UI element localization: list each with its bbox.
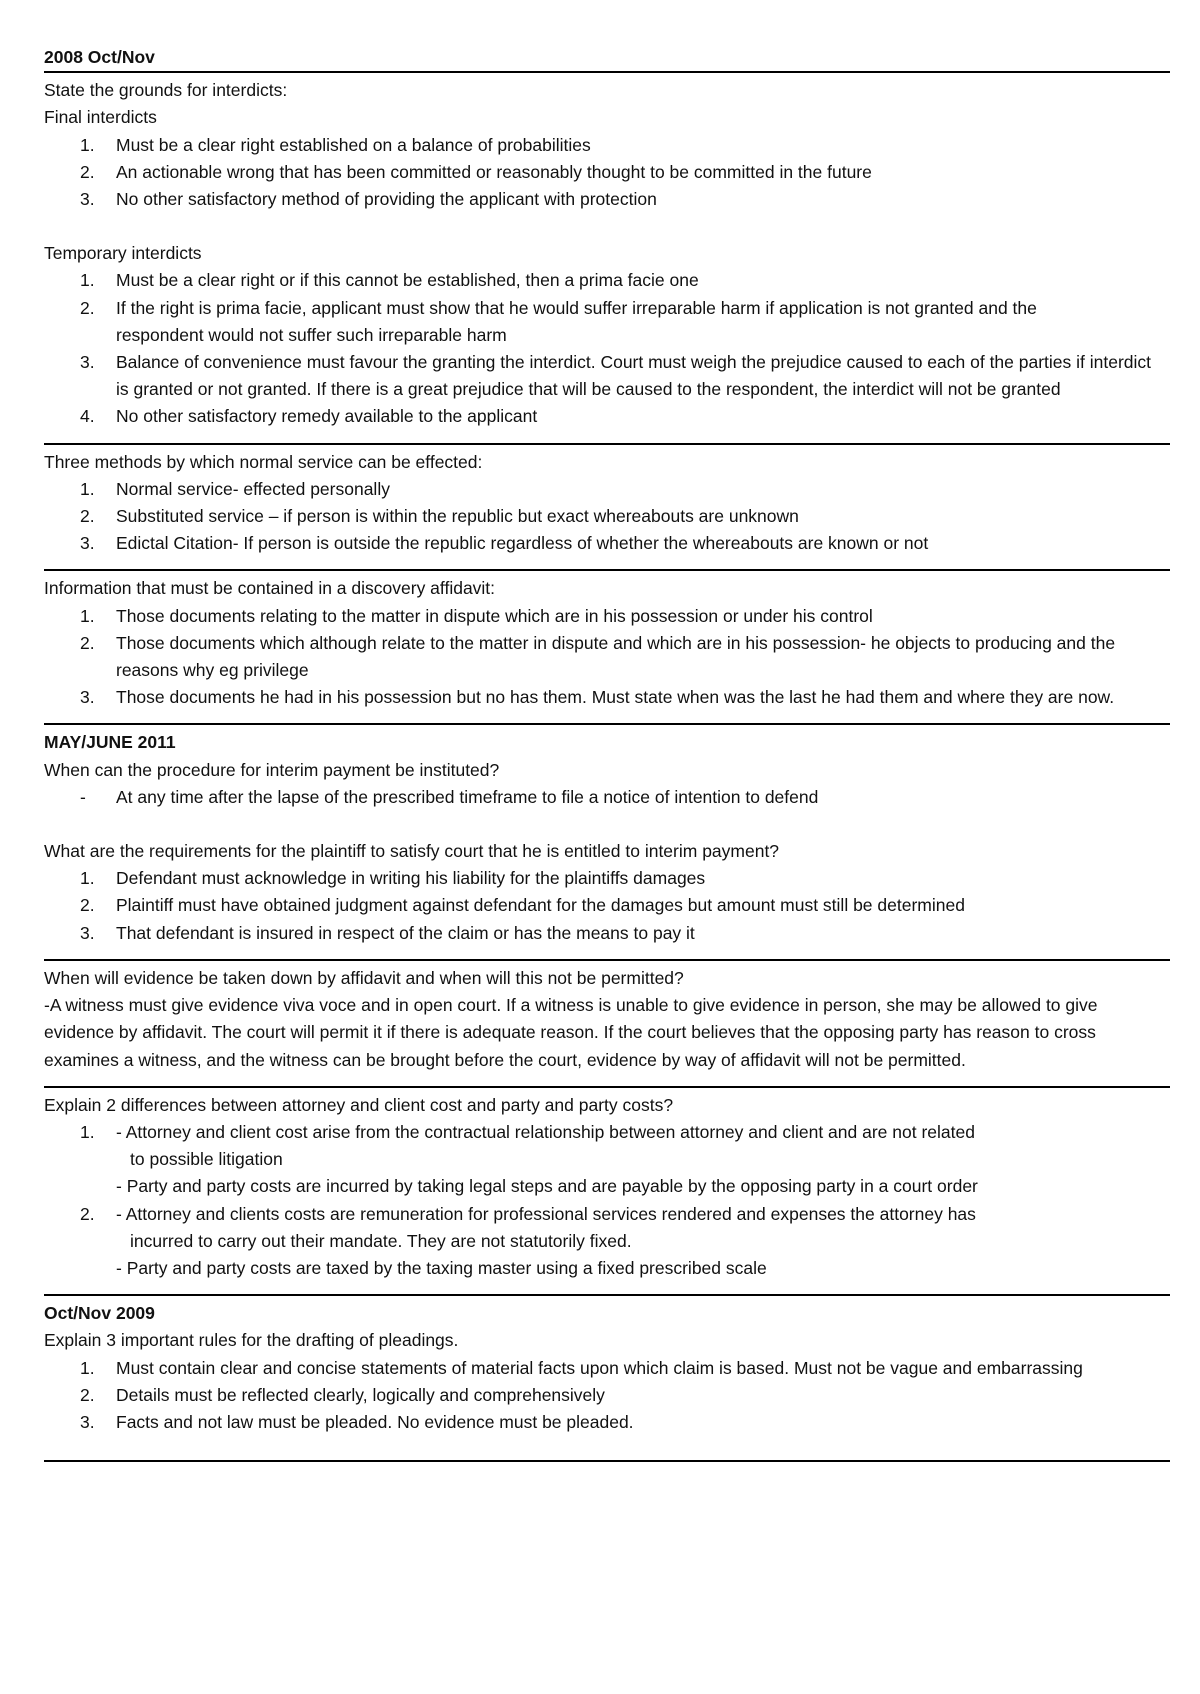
service-methods-list	[44, 476, 1170, 558]
discovery-affidavit-list	[44, 603, 1170, 712]
list-item: 3. No other satisfactory method of providing the applicant with protection	[80, 189, 657, 210]
question-interim-requirements: What are the requirements for the plaintiff to satisfy court that he is entitled to interim payment?	[44, 841, 780, 862]
divider	[44, 443, 1170, 445]
divider	[44, 1460, 1170, 1462]
temporary-interdicts-label: Temporary interdicts	[44, 243, 202, 264]
list-item: 2. Plaintiff must have obtained judgment against defendant for the damages but amount must still be determined	[80, 895, 965, 916]
question-service-methods: Three methods by which normal service can be effected:	[44, 451, 483, 472]
list-item: 2. If the right is prima facie, applicant must show that he would suffer irreparable harm if application is not granted and the respondent would not suffer such irreparable harm	[80, 297, 1037, 345]
list-item: 4. No other satisfactory remedy available to the applicant	[80, 406, 538, 427]
list-item: 2. An actionable wrong that has been committed or reasonably thought to be committed in the future	[80, 161, 872, 182]
list-item: 2. Those documents which although relate to the matter in dispute and which are in his possession- he objects to producing and the reasons why eg privilege	[80, 632, 1116, 681]
divider	[44, 959, 1170, 961]
list-item: 1. Must contain clear and concise statements of material facts upon which claim is based. Must not be vague and embarrassing	[80, 1357, 1083, 1378]
list-item: 3. Edictal Citation- If person is outside the republic regardless of whether the whereabouts are known or not	[80, 533, 929, 554]
final-interdicts-label: Final interdicts	[44, 107, 157, 128]
document-page	[44, 44, 1170, 1466]
list-item: 1. Must be a clear right established on a balance of probabilities	[80, 134, 591, 155]
divider	[44, 1294, 1170, 1296]
final-interdicts-list	[44, 132, 1170, 214]
divider	[44, 71, 1170, 73]
question-discovery-affidavit: Information that must be contained in a discovery affidavit:	[44, 578, 496, 599]
pleading-rules-list	[44, 1355, 1170, 1437]
list-item: 2. Substituted service – if person is within the republic but exact whereabouts are unknown	[80, 506, 799, 527]
list-item: 3. Facts and not law must be pleaded. No evidence must be pleaded.	[80, 1411, 634, 1432]
cost-differences-list	[44, 1119, 1170, 1282]
list-item: 3. Balance of convenience must favour the granting the interdict. Court must weigh the prejudice caused to each of the parties if interdict is granted or not granted. If there is a great prejudice that will be caused to the respondent, the interdict will not be granted	[80, 352, 1152, 400]
section-heading-2008: 2008 Oct/Nov	[44, 47, 155, 67]
question-interdict-grounds: State the grounds for interdicts:	[44, 80, 288, 101]
answer-evidence-affidavit: -A witness must give evidence viva voce and in open court. If a witness is unable to give evidence in person, she may be allowed to give evidence by affidavit. The court will permit it if there is adequate reason. If the court believes that the opposing party has reason to cross examines a witness, and the witness can be brought before the court, evidence by way of affidavit will not be permitted.	[44, 995, 1098, 1070]
list-item: 1. Normal service- effected personally	[80, 478, 390, 499]
list-item: 2. Details must be reflected clearly, logically and comprehensively	[80, 1384, 605, 1405]
temporary-interdicts-list	[44, 267, 1170, 430]
interim-payment-list	[44, 784, 1170, 811]
section-heading-2011: MAY/JUNE 2011	[44, 732, 176, 753]
question-evidence-affidavit: When will evidence be taken down by affidavit and when will this not be permitted?	[44, 967, 684, 988]
list-item: 2. - Attorney and clients costs are remuneration for professional services rendered and expenses the attorney has incurred to carry out their mandate. They are not statutorily fixed. - Party and party costs are taxed by the taxing master using a fixed prescribed scale	[80, 1203, 976, 1278]
list-item: 3. Those documents he had in his possession but no has them. Must state when was the last he had them and where they are now.	[80, 687, 1115, 708]
interim-requirements-list	[44, 865, 1170, 947]
divider	[44, 723, 1170, 725]
question-cost-differences: Explain 2 differences between attorney and client cost and party and party costs?	[44, 1094, 674, 1115]
divider	[44, 569, 1170, 571]
list-item: 1. Those documents relating to the matter in dispute which are in his possession or under his control	[80, 605, 873, 626]
list-item: 1. Defendant must acknowledge in writing his liability for the plaintiffs damages	[80, 868, 706, 889]
question-pleading-rules: Explain 3 important rules for the drafting of pleadings.	[44, 1330, 459, 1351]
list-item: 1. Must be a clear right or if this cannot be established, then a prima facie one	[80, 270, 699, 291]
list-item: - At any time after the lapse of the prescribed timeframe to file a notice of intention to defend	[80, 786, 819, 807]
divider	[44, 1086, 1170, 1088]
list-item: 1. - Attorney and client cost arise from the contractual relationship between attorney and client and are not related to possible litigation - Party and party costs are incurred by taking legal steps and are payable by the opposing party in a court order	[80, 1121, 978, 1197]
question-interim-payment: When can the procedure for interim payment be instituted?	[44, 759, 500, 780]
list-item: 3. That defendant is insured in respect of the claim or has the means to pay it	[80, 922, 695, 943]
section-heading-2009: Oct/Nov 2009	[44, 1303, 155, 1324]
